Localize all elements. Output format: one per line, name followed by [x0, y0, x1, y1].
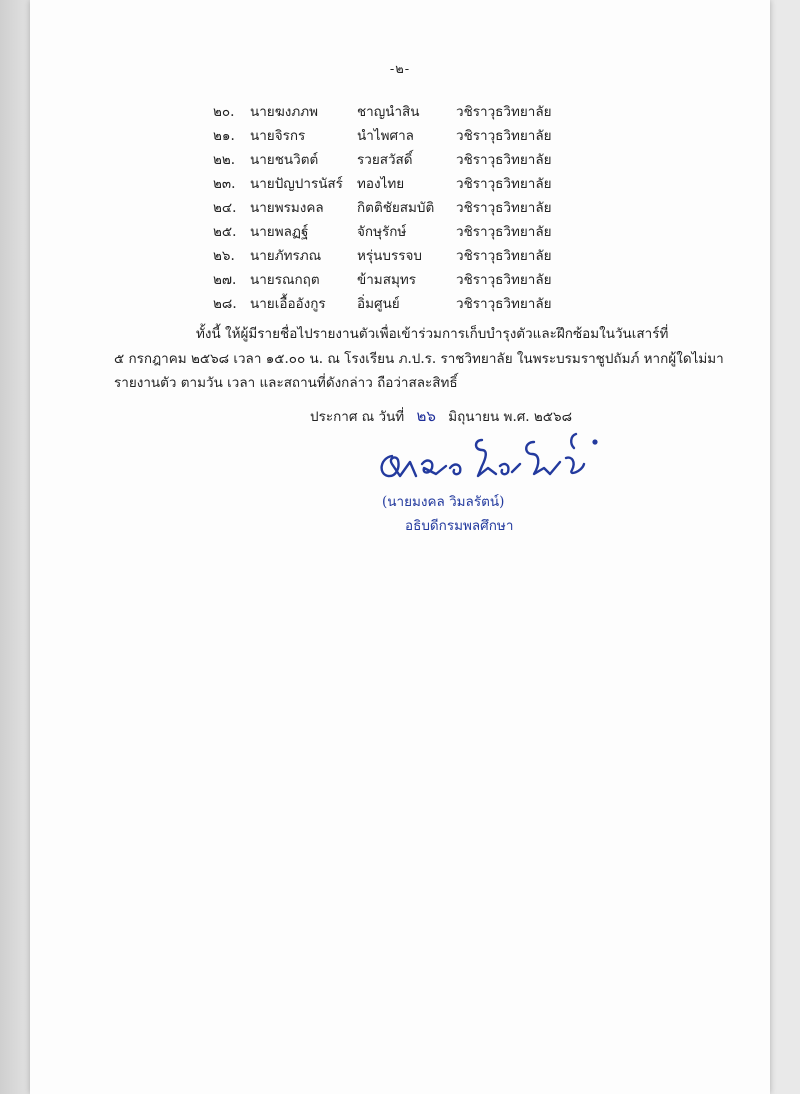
entry-number: ๒๓. — [213, 176, 236, 192]
announcement-date — [310, 404, 572, 428]
document-page — [30, 0, 770, 1094]
date-day: ๒๖ — [416, 407, 436, 425]
entry-last-name: ข้ามสมุทร — [357, 272, 416, 288]
entry-school: วชิราวุธวิทยาลัย — [456, 176, 552, 192]
entry-last-name: รวยสวัสดิ์ — [357, 152, 413, 168]
entry-school: วชิราวุธวิทยาลัย — [456, 128, 552, 144]
entry-school: วชิราวุธวิทยาลัย — [456, 200, 552, 216]
paragraph-line: ทั้งนี้ ให้ผู้มีรายชื่อไปรายงานตัวเพื่อเข้าร่วมการเก็บบำรุงตัวและฝึกซ้อมในวันเสาร์ที่ — [196, 326, 669, 342]
entry-number: ๒๒. — [213, 152, 236, 168]
entry-first-name: นายเอื้ออังกูร — [250, 296, 326, 312]
entry-first-name: นายจิรกร — [250, 128, 306, 144]
paragraph-line: ๕ กรกฎาคม ๒๕๖๘ เวลา ๑๕.๐๐ น. ณ โรงเรียน ภ.ป.ร. ราชวิทยาลัย ในพระบรมราชูปถัมภ์ หากผู้ใดไม่มา — [114, 350, 724, 367]
entry-number: ๒๐. — [213, 104, 235, 120]
entry-last-name: นำไพศาล — [357, 128, 414, 144]
instruction-paragraph — [114, 322, 754, 396]
entry-first-name: นายพรมงคล — [250, 200, 324, 216]
entry-first-name: นายชนวิตต์ — [250, 152, 319, 168]
entry-last-name: จักษุรักษ์ — [357, 224, 407, 240]
entry-last-name: กิตติชัยสมบัติ — [357, 200, 435, 216]
entry-first-name: นายพลฏฐ์ — [250, 224, 309, 240]
handwritten-signature — [370, 428, 610, 488]
entry-number: ๒๗. — [213, 272, 237, 288]
entry-number: ๒๕. — [213, 224, 237, 240]
entry-school: วชิราวุธวิทยาลัย — [456, 248, 552, 264]
entry-first-name: นายภัทรภณ — [250, 248, 322, 264]
entry-school: วชิราวุธวิทยาลัย — [456, 224, 552, 240]
entry-school: วชิราวุธวิทยาลัย — [456, 296, 552, 312]
entry-number: ๒๔. — [213, 200, 237, 216]
signatory-name: (นายมงคล วิมลรัตน์) — [382, 494, 505, 510]
signatory-title: อธิบดีกรมพลศึกษา — [405, 518, 514, 534]
entry-number: ๒๘. — [213, 296, 237, 312]
entry-school: วชิราวุธวิทยาลัย — [456, 152, 552, 168]
entry-school: วชิราวุธวิทยาลัย — [456, 272, 552, 288]
date-month-year: มิถุนายน พ.ศ. ๒๕๖๘ — [448, 409, 572, 425]
entry-first-name: นายฆงภภพ — [250, 104, 319, 120]
entry-number: ๒๑. — [213, 128, 235, 144]
page-number: -๒- — [389, 62, 411, 77]
paragraph-line: รายงานตัว ตามวัน เวลา และสถานที่ดังกล่าว ถือว่าสละสิทธิ์ — [114, 375, 458, 391]
entry-last-name: ชาญนำสิน — [357, 104, 420, 120]
entry-first-name: นายปัญปารนัสร์ — [250, 176, 343, 192]
entry-last-name: ทองไทย — [357, 176, 405, 192]
date-prefix: ประกาศ ณ วันที่ — [310, 409, 405, 425]
entry-first-name: นายรณกฤต — [250, 272, 320, 288]
entry-last-name: อิ่มศูนย์ — [357, 296, 400, 312]
entry-school: วชิราวุธวิทยาลัย — [456, 104, 552, 120]
entry-number: ๒๖. — [213, 248, 235, 264]
entry-last-name: หรุ่นบรรจบ — [357, 248, 422, 264]
